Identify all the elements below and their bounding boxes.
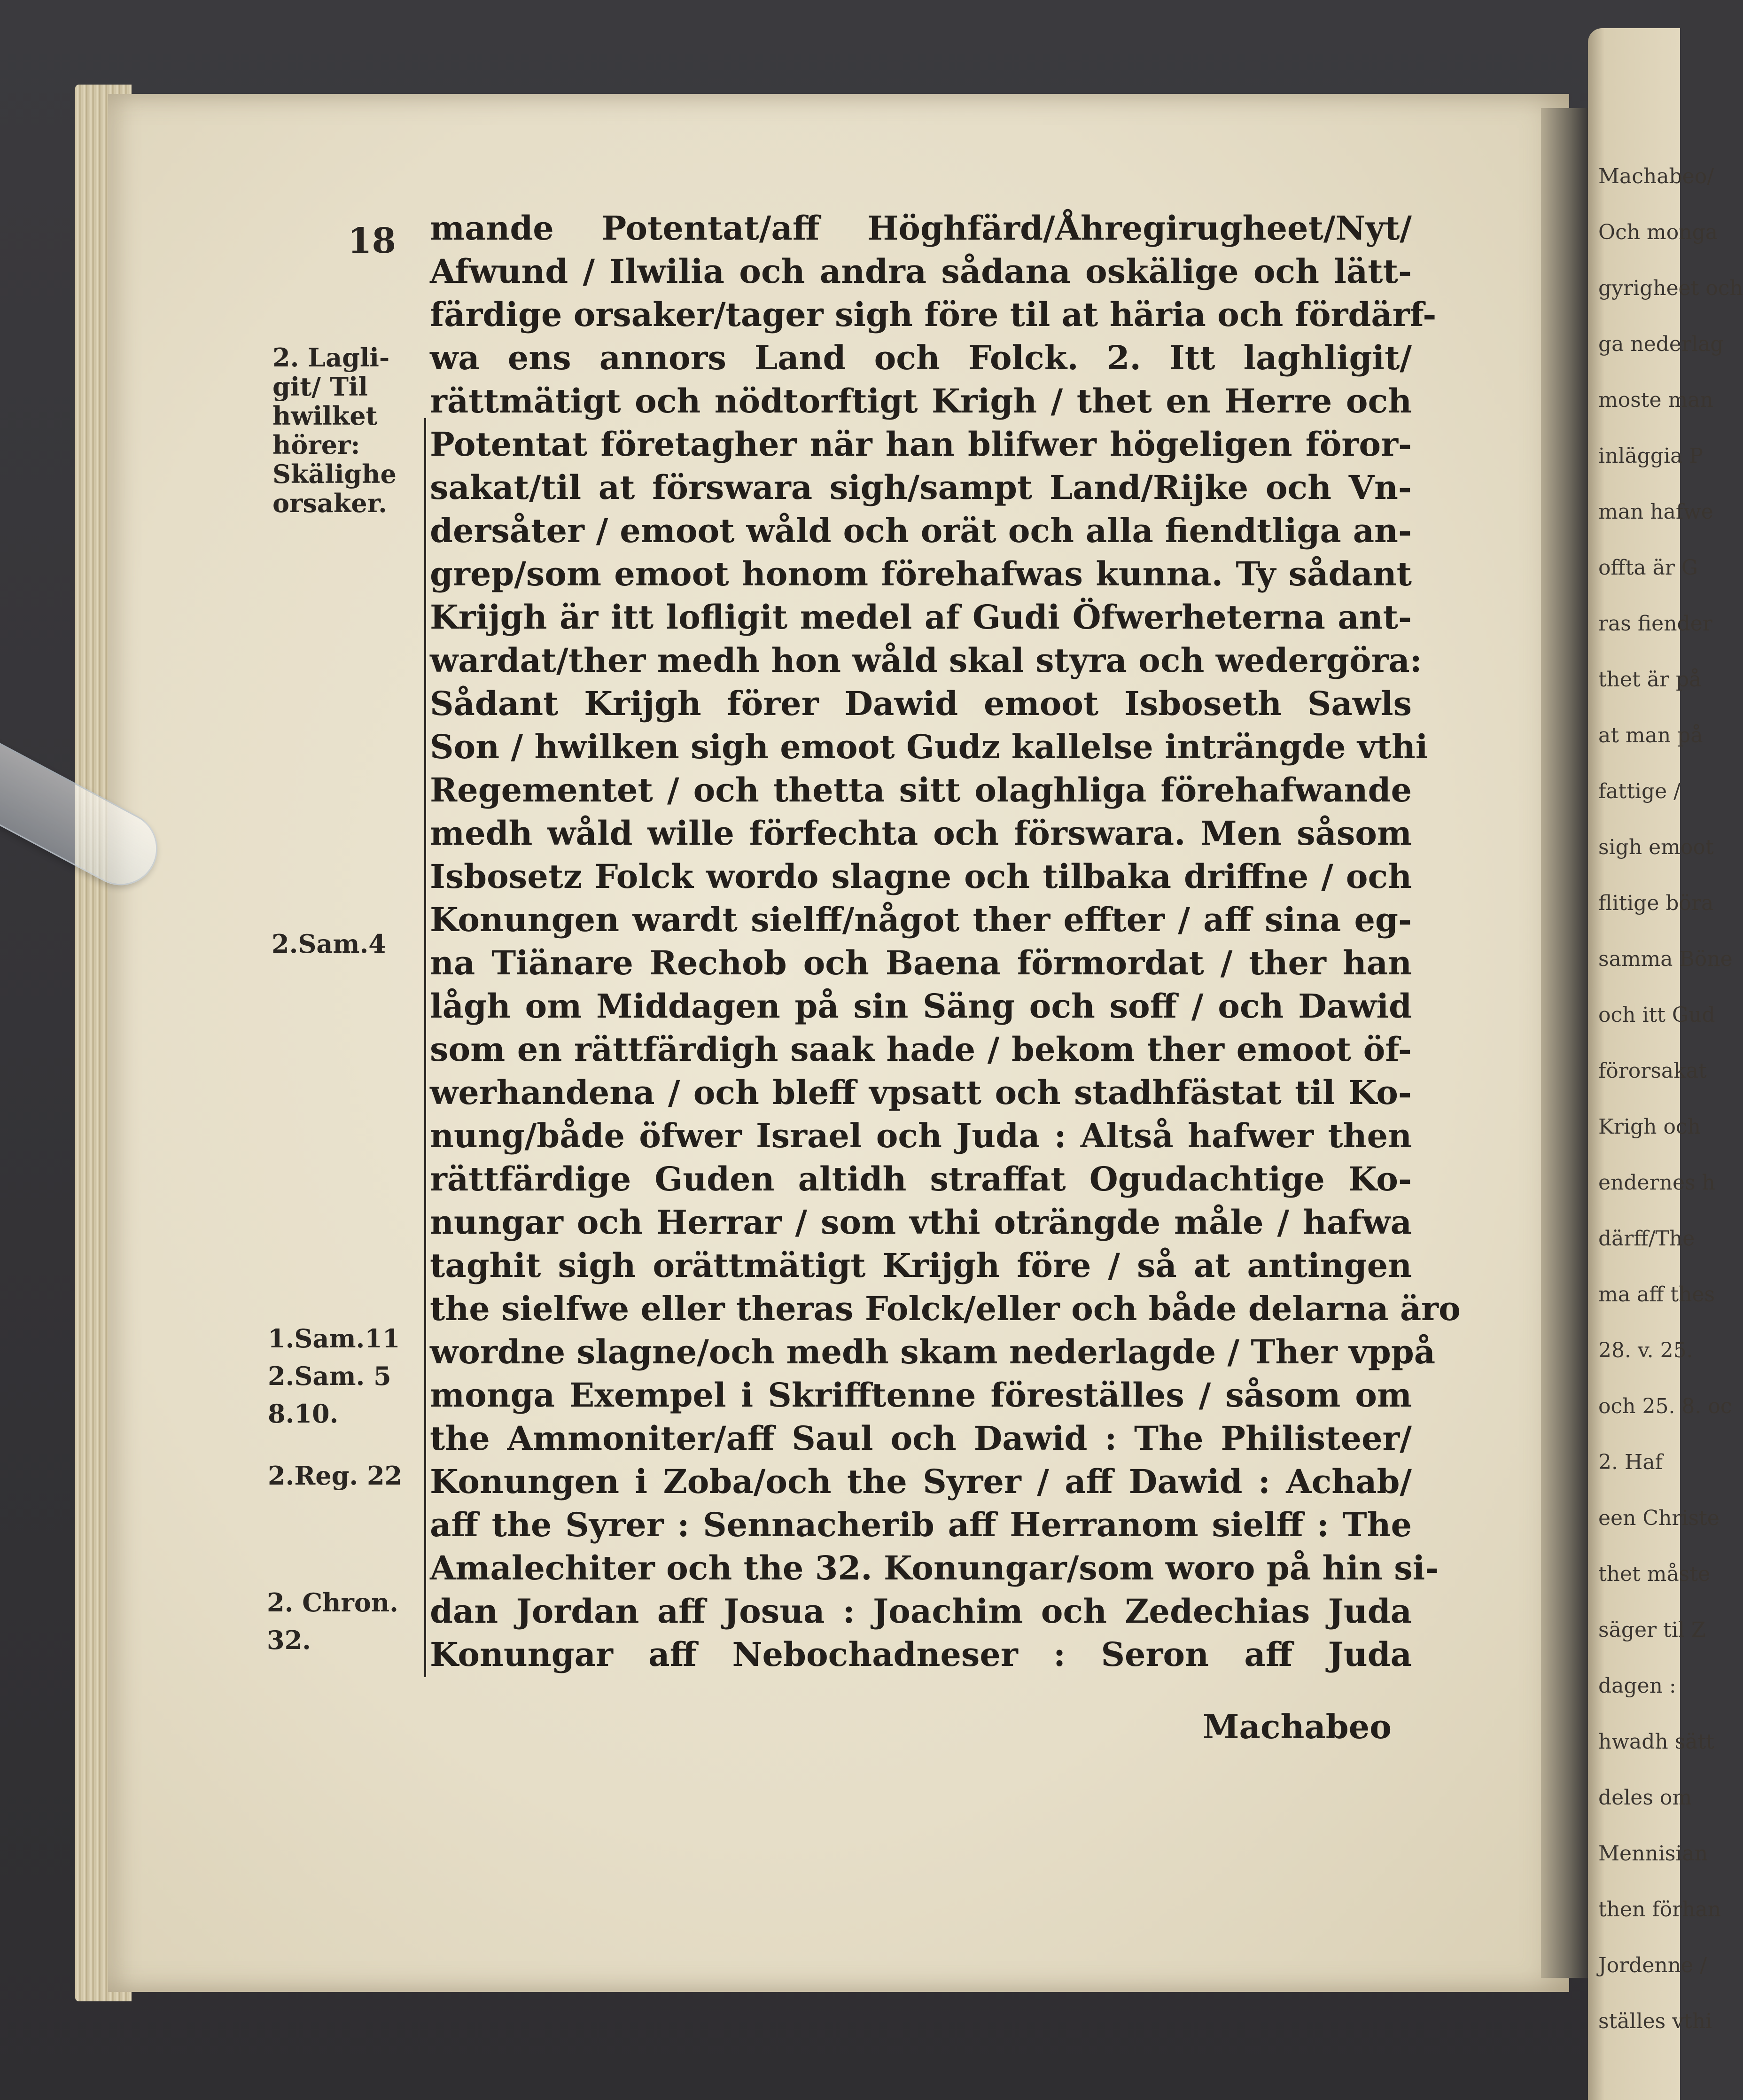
- facing-text-line: gyrigheet och: [1598, 276, 1743, 300]
- text-line: Konungar aff Nebochadneser : Seron aff Juda: [430, 1635, 1412, 1674]
- margin-note-chron: 2. Chron.: [267, 1587, 398, 1618]
- text-line: dersåter / emoot wåld och orät och alla fiendtliga an-: [430, 511, 1412, 550]
- facing-text-line: hwadh sätt: [1598, 1730, 1714, 1754]
- margin-note-line: git/ Til: [272, 372, 368, 402]
- text-line: rättmätigt och nödtorftigt Krigh / thet en Herre och: [430, 381, 1412, 420]
- facing-text-line: förorsakat: [1598, 1059, 1707, 1083]
- text-line: lågh om Middagen på sin Säng och soff / och Dawid: [430, 987, 1412, 1026]
- text-line: mande Potentat/aff Höghfärd/Åhregirugheet/Nyt/: [430, 209, 1412, 248]
- margin-note-line: hörer:: [272, 430, 360, 460]
- facing-text-line: een Christe: [1598, 1506, 1720, 1530]
- book-spine-gutter: [1541, 108, 1593, 1978]
- text-line: Konungen wardt sielff/något ther effter / aff sina eg-: [430, 900, 1412, 939]
- text-line: taghit sigh orättmätigt Krijgh före / så at antingen: [430, 1246, 1412, 1285]
- text-line: Isbosetz Folck wordo slagne och tilbaka driffne / och: [430, 857, 1412, 896]
- facing-text-line: Krigh och: [1598, 1115, 1701, 1139]
- facing-text-line: Och monga: [1598, 220, 1718, 244]
- text-line: Krijgh är itt lofligit medel af Gudi Öfwerheterna ant-: [430, 598, 1412, 637]
- facing-text-line: ma aff thes: [1598, 1283, 1715, 1307]
- text-line: rättfärdige Guden altidh straffat Ogudachtige Ko-: [430, 1159, 1412, 1198]
- text-line: Potentat företagher när han blifwer högeligen föror-: [430, 425, 1412, 464]
- facing-text-line: Jordenne /: [1598, 1953, 1707, 1977]
- facing-text-line: thet är på: [1598, 668, 1702, 692]
- text-line: wardat/ther medh hon wåld skal styra och wedergöra:: [430, 641, 1422, 680]
- text-line: wordne slagne/och medh skam nederlagde / Ther vppå: [430, 1332, 1436, 1371]
- text-line: nung/både öfwer Israel och Juda : Altså hafwer then: [430, 1116, 1412, 1155]
- text-line: som en rättfärdigh saak hade / bekom ther emoot öf-: [430, 1030, 1412, 1069]
- text-line: medh wåld wille förfechta och förswara. Men såsom: [430, 814, 1412, 853]
- margin-note-sam5: 2.Sam. 5: [268, 1361, 391, 1391]
- facing-text-line: sigh emoot: [1598, 835, 1714, 859]
- facing-text-line: Mennisian: [1598, 1842, 1708, 1866]
- facing-text-line: moste man: [1598, 388, 1713, 412]
- facing-text-line: ras fiender: [1598, 612, 1712, 636]
- margin-note-line: 2. Lagli-: [272, 342, 390, 373]
- text-line: Konungen i Zoba/och the Syrer / aff Dawid : Achab/: [430, 1462, 1412, 1501]
- facing-text-line: deles om: [1598, 1786, 1692, 1810]
- text-line: wa ens annors Land och Folck. 2. Itt laghligit/: [430, 338, 1412, 377]
- facing-text-line: och 25. 8. oc: [1598, 1394, 1732, 1418]
- margin-note-line: hwilket: [272, 401, 378, 431]
- facing-text-line: och itt Gud: [1598, 1003, 1715, 1027]
- margin-note-sam5b: 8.10.: [268, 1399, 339, 1429]
- text-line: na Tiänare Rechob och Baena förmordat / ther han: [430, 943, 1412, 982]
- facing-text-line: man hafwe: [1598, 500, 1713, 524]
- facing-text-line: 28. v. 25.: [1598, 1338, 1693, 1362]
- facing-text-line: inläggia P: [1598, 444, 1703, 468]
- facing-text-line: thet måste: [1598, 1562, 1710, 1586]
- text-line: aff the Syrer : Sennacherib aff Herranom sielff : The: [430, 1505, 1412, 1544]
- text-line: dan Jordan aff Josua : Joachim och Zedechias Juda: [430, 1592, 1412, 1631]
- facing-text-line: säger til Z: [1598, 1618, 1706, 1642]
- text-line: Sådant Krijgh förer Dawid emoot Isboseth Sawls: [430, 684, 1412, 723]
- margin-note-reg22: 2.Reg. 22: [268, 1461, 403, 1491]
- main-text-block: [430, 207, 1461, 1676]
- text-line: the Ammoniter/aff Saul och Dawid : The Philisteer/: [430, 1419, 1412, 1458]
- facing-text-line: flitige böra: [1598, 891, 1714, 915]
- facing-text-line: endernes h: [1598, 1171, 1715, 1195]
- text-line: färdige orsaker/tager sigh före til at häria och fördärf-: [430, 295, 1437, 334]
- text-line: Son / hwilken sigh emoot Gudz kallelse inträngde vthi: [430, 727, 1428, 766]
- book-page-right: [1588, 28, 1743, 2100]
- text-line: the sielfwe eller theras Folck/eller och både delarna äro: [430, 1289, 1461, 1328]
- facing-text-line: samma Böne: [1598, 947, 1733, 971]
- facing-text-line: ställes vthi: [1598, 2009, 1712, 2033]
- facing-text-line: fattige /: [1598, 779, 1681, 803]
- text-line: Afwund / Ilwilia och andra sådana oskälige och lätt-: [430, 252, 1412, 291]
- facing-text-line: offta är G: [1598, 556, 1698, 580]
- text-line: werhandena / och bleff vpsatt och stadhfästat til Ko-: [430, 1073, 1412, 1112]
- margin-note-sam4: 2.Sam.4: [272, 929, 386, 959]
- facing-text-line: then förhan: [1598, 1898, 1721, 1921]
- facing-text-line: därff/The: [1598, 1227, 1695, 1251]
- text-line: Regementet / och thetta sitt olaghliga förehafwande: [430, 770, 1412, 809]
- margin-note-sam11: 1.Sam.11: [268, 1323, 400, 1353]
- margin-note-line: Skälighe: [272, 459, 397, 489]
- catchword: Machabeo: [1203, 1707, 1392, 1746]
- text-line: nungar och Herrar / som vthi oträngde måle / hafwa: [430, 1203, 1412, 1242]
- page-number: 18: [348, 221, 396, 261]
- margin-rule: [424, 418, 426, 1677]
- facing-text-line: ga nederlag: [1598, 332, 1724, 356]
- text-line: Amalechiter och the 32. Konungar/som woro på hin si-: [430, 1548, 1439, 1587]
- facing-text-line: Machabeo/: [1598, 164, 1714, 188]
- margin-note-chron-number: 32.: [267, 1625, 311, 1655]
- text-line: monga Exempel i Skrifftenne föreställes / såsom om: [430, 1376, 1412, 1415]
- facing-text-line: dagen :: [1598, 1674, 1676, 1698]
- text-line: grep/som emoot honom förehafwas kunna. Ty sådant: [430, 554, 1412, 593]
- margin-note-line: orsaker.: [272, 488, 387, 518]
- text-line: sakat/til at förswara sigh/sampt Land/Rijke och Vn-: [430, 468, 1412, 507]
- facing-text-line: 2. Haf: [1598, 1450, 1663, 1474]
- margin-note-lagligit: [272, 343, 397, 518]
- facing-text-line: at man på: [1598, 723, 1703, 747]
